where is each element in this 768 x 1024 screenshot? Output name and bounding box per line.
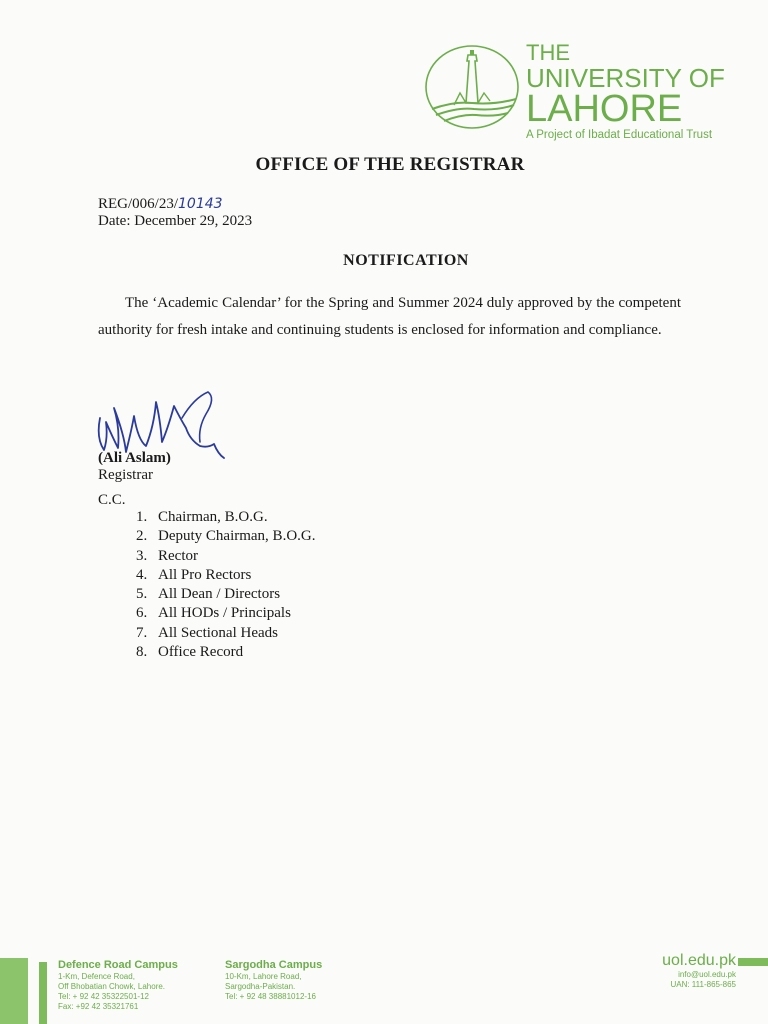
cc-item-number: 8. bbox=[136, 644, 148, 661]
signatory-block bbox=[98, 450, 171, 484]
cc-item bbox=[128, 508, 315, 527]
logo-line-the: THE bbox=[526, 40, 570, 65]
cc-item bbox=[128, 643, 315, 662]
signatory-title: Registrar bbox=[98, 467, 153, 483]
footer-divider bbox=[39, 962, 47, 1024]
cc-item-number: 7. bbox=[136, 624, 148, 641]
footer-right-accent bbox=[738, 958, 768, 966]
campus-name: Defence Road Campus bbox=[58, 959, 178, 971]
campus-address-line: Off Bhobatian Chowk, Lahore. bbox=[58, 982, 166, 991]
cc-item-text: All Dean / Directors bbox=[158, 586, 281, 603]
cc-item-number: 2. bbox=[136, 528, 148, 545]
logo-tagline: A Project of Ibadat Educational Trust bbox=[526, 129, 713, 141]
campus-address-line: 1-Km, Defence Road, bbox=[58, 972, 135, 981]
defence-road-campus bbox=[58, 958, 178, 1012]
notification-body: The ‘Academic Calendar’ for the Spring and Summer 2024 duly approved by the competent authority for fresh intake and continuing students is enclosed for information and compliance. bbox=[98, 295, 681, 338]
campus-fax: Fax: +92 42 35321761 bbox=[58, 1002, 139, 1011]
cc-item-number: 3. bbox=[136, 547, 148, 564]
document-date: Date: December 29, 2023 bbox=[98, 213, 253, 229]
campus-phone: Tel: + 92 48 38881012-16 bbox=[225, 992, 316, 1001]
reference-number-line bbox=[98, 196, 252, 213]
logo-wordmark bbox=[526, 42, 725, 142]
campus-phone: Tel: + 92 42 35322501-12 bbox=[58, 992, 149, 1001]
signatory-name: (Ali Aslam) bbox=[98, 450, 171, 466]
office-heading: OFFICE OF THE REGISTRAR bbox=[255, 154, 525, 175]
cc-item bbox=[128, 604, 315, 623]
cc-item-text: Chairman, B.O.G. bbox=[158, 509, 268, 525]
contact-uan: UAN: 111-865-865 bbox=[670, 980, 736, 989]
cc-item-number: 1. bbox=[136, 509, 148, 525]
cc-item bbox=[128, 527, 315, 546]
website-url: uol.edu.pk bbox=[662, 952, 736, 969]
notification-title: NOTIFICATION bbox=[343, 252, 469, 269]
university-logo bbox=[424, 40, 744, 144]
logo-line-university: UNIVERSITY OF bbox=[526, 63, 725, 93]
cc-item bbox=[128, 624, 315, 643]
cc-item-text: Rector bbox=[158, 547, 198, 564]
cc-item-text: Office Record bbox=[158, 644, 244, 661]
minar-tower-icon bbox=[424, 43, 524, 131]
contact-email: info@uol.edu.pk bbox=[678, 970, 736, 979]
cc-item-number: 6. bbox=[136, 605, 148, 622]
cc-item-text: Deputy Chairman, B.O.G. bbox=[158, 528, 316, 545]
contact-block bbox=[662, 952, 736, 990]
campus-address-line: Sargodha-Pakistan. bbox=[225, 982, 296, 991]
cc-item-number: 5. bbox=[136, 586, 148, 603]
reference-number: REG/006/23/ bbox=[98, 196, 179, 212]
logo-line-lahore: LAHORE bbox=[526, 88, 683, 130]
cc-item-text: All Sectional Heads bbox=[158, 624, 278, 641]
campus-address-line: 10-Km, Lahore Road, bbox=[225, 972, 302, 981]
cc-item bbox=[128, 585, 315, 604]
cc-item-text: All Pro Rectors bbox=[158, 566, 252, 583]
reference-block bbox=[98, 196, 252, 230]
campus-name: Sargodha Campus bbox=[225, 959, 323, 971]
footer-accent-bar bbox=[0, 958, 28, 1024]
sargodha-campus bbox=[225, 958, 322, 1002]
cc-list bbox=[128, 508, 315, 662]
cc-label: C.C. bbox=[98, 492, 126, 508]
handwritten-reference: 10143 bbox=[178, 196, 223, 212]
cc-item bbox=[128, 566, 315, 585]
cc-item-text: All HODs / Principals bbox=[158, 605, 291, 622]
cc-item-number: 4. bbox=[136, 566, 148, 583]
cc-item bbox=[128, 547, 315, 566]
